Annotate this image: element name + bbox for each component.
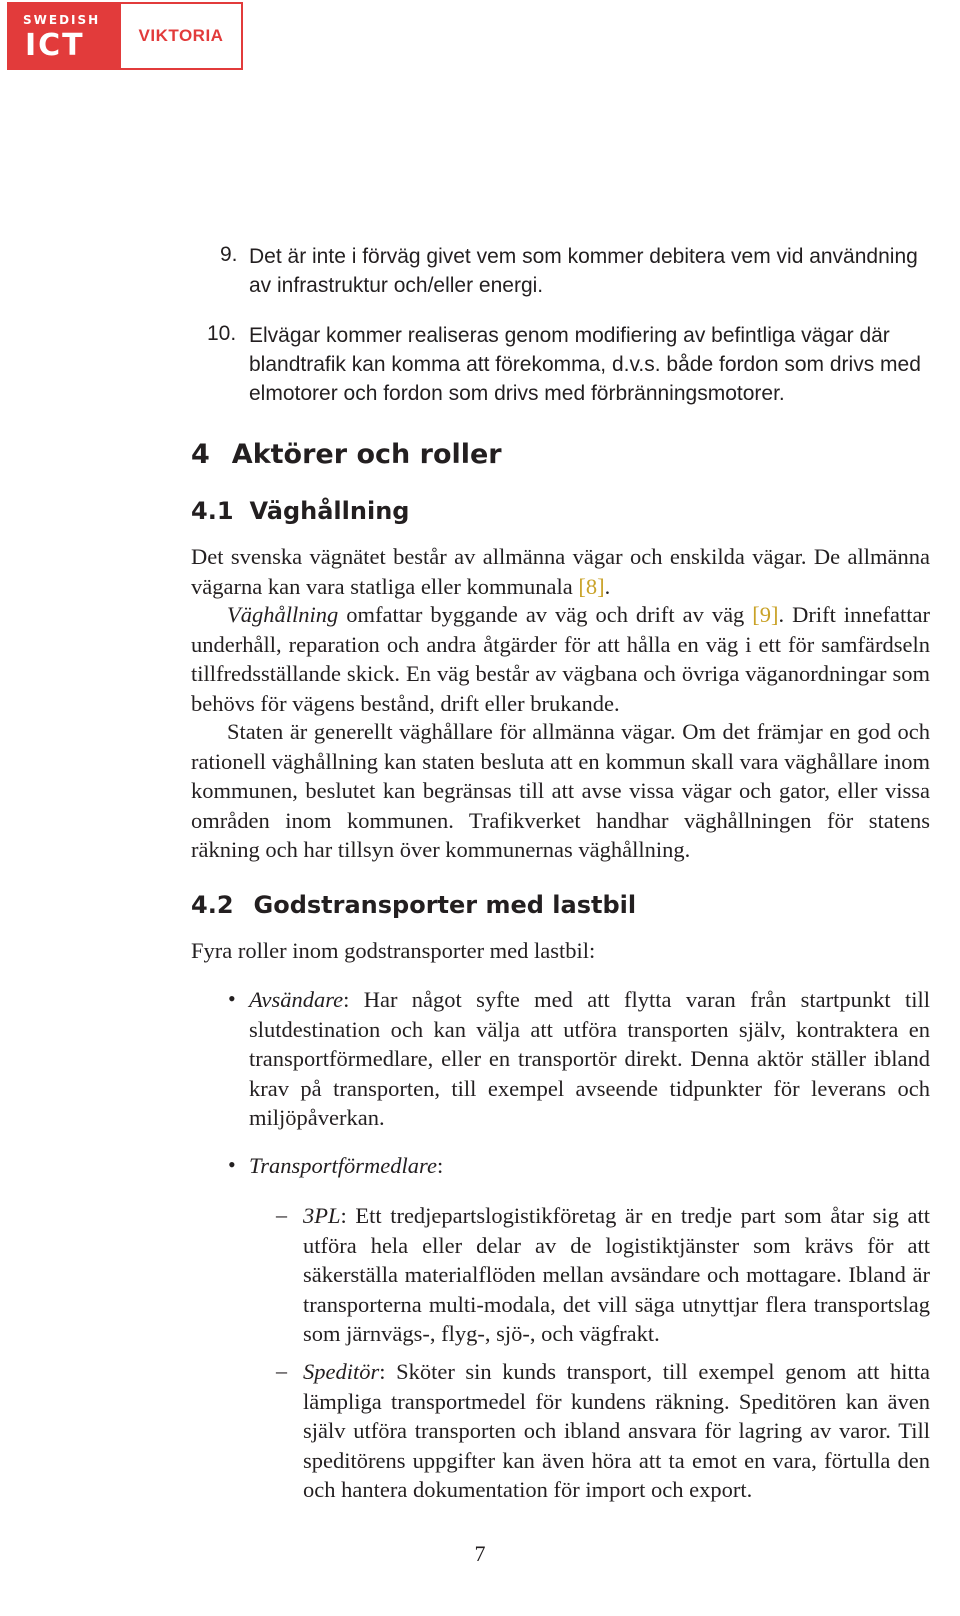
page-number: 7: [474, 1541, 486, 1566]
dash-icon: –: [276, 1358, 287, 1383]
dash-icon: –: [276, 1202, 287, 1227]
list-number: 9.: [220, 243, 238, 266]
list-item: Avsändare: Har något syfte med att flytta varan från startpunkt till slutdestination och kan välja att utföra transporten själv, kontraktera en transportförmedlare, eller en transportör direkt. Denna aktör ställer ibland krav på transporten, till exempel avseende tidpunkter för leverans och miljöpåverkan.: [249, 987, 930, 1130]
list-item: 3PL: Ett tredjepartslogistikföretag är en tredje part som åtar sig att utföra hela eller delar av de logistiktjänster som krävs för att säkerställa materialflöden mellan avsändare och mottagare. Ibland är transporterna multi-modala, det vill säga utnyttjar flera transportslag som järnvägs-, flyg-, sjö-, och vägfrakt.: [303, 1203, 930, 1346]
citation-link[interactable]: [8]: [578, 573, 605, 599]
list-item: Det är inte i förväg givet vem som kommer debitera vem vid användning av infrastruktur och/eller energi.: [249, 245, 918, 297]
subsection-number: 4.2: [191, 891, 234, 919]
bullet-icon: •: [228, 1152, 236, 1177]
section-heading: [191, 439, 502, 470]
list-item: Elvägar kommer realiseras genom modifiering av befintliga vägar där blandtrafik kan komma att förekomma, d.v.s. både fordon som drivs med elmotorer och fordon som drivs med förbränningsmotorer.: [249, 324, 921, 405]
subsection-heading: [191, 891, 636, 919]
paragraph: Fyra roller inom godstransporter med lastbil:: [191, 938, 596, 963]
subsection-heading: [191, 497, 409, 525]
citation-link[interactable]: [9]: [752, 602, 779, 627]
bullet-icon: •: [228, 986, 236, 1011]
list-item: Transportförmedlare:: [249, 1153, 444, 1178]
paragraph: Det svenska vägnätet består av allmänna vägar och enskilda vägar. De allmänna vägarna kan vara statliga eller kommunala [8].: [191, 544, 930, 599]
logo-viktoria-text: VIKTORIA: [138, 26, 224, 45]
subsection-title: Väghållning: [249, 497, 410, 525]
list-number: 10.: [207, 322, 237, 345]
list-item: Speditör: Sköter sin kunds transport, till exempel genom att hitta lämpliga transportmedel för kundens räkning. Speditören kan även själv utföra transporten och ibland ansvara för lagring av varor. Till speditörens uppgifter kan även höra att ta emot en vara, förtulla den och hantera dokumentation för import och export.: [303, 1359, 930, 1502]
section-number: 4: [191, 439, 210, 470]
logo-mark: [9, 4, 121, 68]
paragraph: Staten är generellt väghållare för allmänna vägar. Om det främjar en god och rationell väghållning kan staten besluta att en kommun skall vara väghållare inom kommunen, beslutet kan begränsas till att avse vissa vägar och gator, eller vissa områden inom kommunen. Trafikverket handhar väghållningen för statens räkning och har tillsyn över kommunernas väghållning.: [191, 719, 930, 862]
paragraph: Väghållning omfattar byggande av väg och drift av väg [9]. Drift innefattar underhåll, reparation och andra åtgärder för att hålla en väg i ett för samfärdseln tillfredsställande skick. En väg består av vägbana och övriga väganordningar som behövs för vägens bestånd, drift eller brukande.: [191, 602, 930, 716]
subsection-title: Godstransporter med lastbil: [253, 891, 637, 919]
subsection-number: 4.1: [191, 497, 234, 525]
logo-ict-text: ICT: [25, 28, 85, 63]
logo-swedish-text: SWEDISH: [23, 13, 101, 27]
swedish-ict-viktoria-logo: [7, 2, 243, 70]
section-title: Aktörer och roller: [231, 439, 502, 470]
